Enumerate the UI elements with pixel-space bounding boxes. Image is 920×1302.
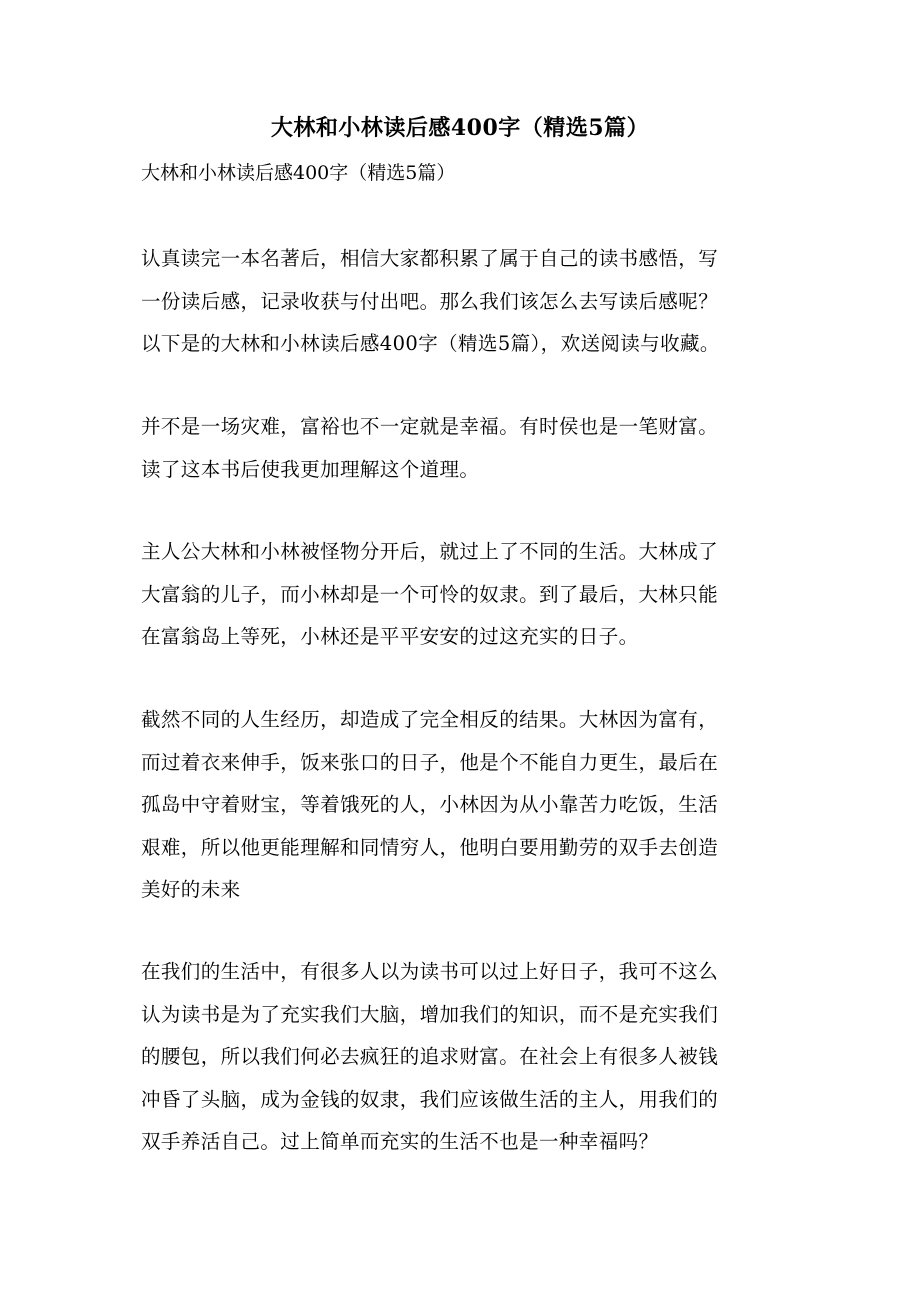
document-subtitle: 大林和小林读后感400字（精选5篇） — [141, 162, 456, 184]
paragraph-line: 一份读后感，记录收获与付出吧。那么我们该怎么去写读后感呢？ — [141, 289, 719, 313]
document-title: 大林和小林读后感400字（精选5篇） — [270, 115, 650, 141]
paragraph-line: 而过着衣来伸手，饭来张口的日子，他是个不能自力更生，最后在 — [141, 750, 719, 774]
paragraph-line: 艰难，所以他更能理解和同情穷人，他明白要用勤劳的双手去创造 — [141, 835, 719, 859]
paragraph-line: 认为读书是为了充实我们大脑，增加我们的知识，而不是充实我们 — [141, 1002, 719, 1026]
paragraph-line: 并不是一场灾难，富裕也不一定就是幸福。有时侯也是一笔财富。 — [141, 415, 719, 438]
paragraph-5 — [141, 951, 781, 1164]
paragraph-line: 孤岛中守着财宝，等着饿死的人，小林因为从小靠苦力吃饭，生活 — [141, 793, 719, 816]
paragraph-line: 截然不同的人生经历，却造成了完全相反的结果。大林因为富有， — [141, 708, 719, 731]
paragraph-line: 主人公大林和小林被怪物分开后，就过上了不同的生活。大林成了 — [141, 540, 719, 563]
paragraph-line: 在我们的生活中，有很多人以为读书可以过上好日子，我可不这么 — [141, 960, 719, 983]
paragraph-line: 双手养活自己。过上简单而充实的生活不也是一种幸福吗？ — [141, 1130, 659, 1153]
paragraph-line: 读了这本书后使我更加理解这个道理。 — [141, 457, 480, 481]
paragraph-line: 冲昏了头脑，成为金钱的奴隶，我们应该做生活的主人，用我们的 — [141, 1087, 719, 1111]
paragraph-line: 以下是的大林和小林读后感400字（精选5篇），欢送阅读与收藏。 — [141, 332, 720, 355]
paragraph-line: 在富翁岛上等死，小林还是平平安安的过这充实的日子。 — [141, 625, 639, 648]
paragraph-line: 美好的未来 — [141, 878, 241, 901]
paragraph-intro — [141, 238, 781, 366]
paragraph-3 — [141, 531, 781, 659]
paragraph-line: 认真读完一本名著后，相信大家都积累了属于自己的读书感悟，写 — [141, 247, 719, 270]
paragraph-2 — [141, 406, 781, 491]
paragraph-line: 的腰包，所以我们何必去疯狂的追求财富。在社会上有很多人被钱 — [141, 1045, 719, 1068]
paragraph-4 — [141, 699, 781, 912]
paragraph-line: 大富翁的儿子，而小林却是一个可怜的奴隶。到了最后，大林只能 — [141, 582, 719, 606]
